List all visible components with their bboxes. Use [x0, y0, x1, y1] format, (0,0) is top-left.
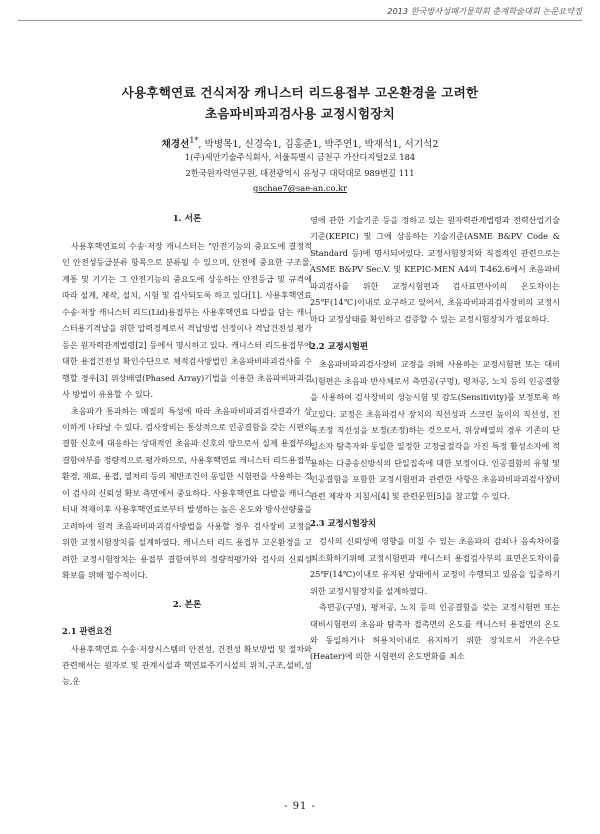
title-line-1: 사용후핵연료 건식저장 캐니스터 리드용접부 고온환경을 고려한: [121, 85, 479, 100]
coauthors: , 박병목1, 신경숙1, 김홍준1, 박주연1, 박재석1, 서기석2: [198, 139, 439, 151]
section-heading-main: 2. 본론: [172, 599, 202, 610]
requirements-paragraph: 사용후핵연료 수송·저장시스템의 안전성, 건전성 확보방법 및 절차와 관련해서는 원자로 및 관계시설과 핵연료주기시설의 위치,구조,설비,성능,운: [62, 643, 312, 687]
paper-title: [0, 82, 600, 124]
affiliations: [0, 150, 600, 197]
header-rule: [18, 20, 582, 21]
running-header: 2013 한국방사성폐기물학회 춘계학술대회 논문요약집: [387, 6, 582, 16]
intro-paragraph-2: 초음파가 통과하는 매질의 특성에 따라 초음파비파괴검사결과가 상이하게 나타날 수 있다. 검사장비는 통상적으로 인공결함을 갖는 시편의 결함 신호에 대응하는 상대적인 초음파 신호의 양으로서 실제 용접부의 결함여부를 정량적으로 평가하므로, 사용후핵연료 캐니스터 리드용접부 환경, 재료, 용접, 열처리 등의 제반조건이 동일한 시험편을 사용하는 것이 검사의 신뢰성 확보 측면에서 중요하다. 사용후핵연료 다발을 캐니스터내 적재이후 사용후핵연료로부터 발생하는 높은 온도와 방사선량률을 고려하여 원격 초음파비파괴검사방법을 사용할 경우 검사장비 교정을 위한 교정시험장치를 설계하였다. 캐니스터 리드 용접부 고온환경을 고려한 교정시험장치는 용접부 결함여부의 정량적평가와 검사의 신뢰성 확보를 위해 필수적이다.: [62, 405, 312, 581]
lead-author-mark: 1*: [189, 136, 199, 145]
left-column: [62, 212, 312, 690]
calibration-device-paragraph-1: 검사의 신뢰성에 영향을 미칠 수 있는 초음파의 감쇠나 음속차이를 최소화하기위해 교정시험편과 캐니스터 용접검사부의 표면온도차이를 25℉(14℃)이내로 유지된 상태에서 교정이 수행되고 있음을 입증하기 위한 교정시험장치를 설계하였다.: [310, 536, 560, 596]
page-number: - 91 -: [284, 801, 316, 812]
affiliation-2: 2한국원자력연구원, 대전광역시 유성구 대덕대로 989번길 111: [185, 167, 415, 178]
calibration-device-paragraph-2: 측면공(구멍), 평저공, 노치 등의 인공결함을 갖는 교정시험편 또는 대비시험편의 초음파 탐촉자 접촉면의 온도를 캐니스터 용접면의 온도와 동일하거나 허용치이내로 유지하기 위한 장치로서 가온수단(Heater)에 의한 시험편의 온도변화를 최소: [310, 602, 560, 662]
calibration-block-paragraph: 초음파비파괴검사장비 교정을 위해 사용하는 교정시험편 또는 대비시험편은 초음파 반사체로서 측면공(구멍), 평저공, 노치 등의 인공결함을 사용하여 검사장비의 성능시험 및 감도(Sensitivity)를 보정토록 하고있다. 교정은 초음파검사 장치의 직선성과 스크린 높이의 직선성, 진폭조정 직선성을 보정(조정)하는 것으로서, 위상배열의 경우 기존의 단일소자 탐촉자와 동일한 일정한 고정굴절각을 가진 특정 활성소자에 적용하는 다중송신방식의 단일집속에 대한 보정이다. 인공결함의 유형 및 인공결함을 포함한 교정시험편과 관련한 사항은 초음파비파괴검사장비관련 제작자 지침서[4] 및 관련문헌[5]을 참고할 수 있다.: [310, 359, 560, 501]
subsection-heading-calibration-device: 2.3 교정시험장치: [310, 518, 377, 529]
intro-paragraph-1: 사용후핵연료의 수송·저장 캐니스터는 "안전기능의 중요도에 결정적인 안전성등급분류 항목으로 분류될 수 있으며, 안전에 중요한 구조물, 계통 및 기기는 그 안전기능의 중요도에 상응하는 안전등급 및 규격에 따라 설계, 제작, 설치, 시험 및 검사되도록 하고 있다[1]. 사용후핵연료 수송·저장 캐니스터 리드(Lid)용접부는 사용후핵연료 다발을 담는 캐니스터용기격납을 위한 압력경계로서 격납방법 선정이나 격납건전성 평가 등은 원자력관계법령[2] 등에서 명시하고 있다. 캐니스터 리드용접부에 대한 용접건전성 확인수단으로 체적검사방법인 초음파비파괴검사를 수행할 경우[3] 위상배열(Phased Array)기법을 이용한 초음파비파괴검사 방법이 유용할 수 있다.: [62, 241, 312, 400]
requirements-paragraph-continued: 영에 관한 기술기준 등을 정하고 있는 원자력관계법령과 전력산업기술기준(KEPIC) 및 그에 상응하는 기술기준(ASME B&PV Code & Standard 등)에 명시되어있다. 교정시험장치와 직접적인 관련으로는 ASME B&PV Sec.V. 및 KEPIC-MEN A4의 T-462.6에서 초음파비파괴검사를 위한 교정시험편과 검사표면사이의 온도차이는 25℉(14℃)이내로 요구하고 있어서, 초음파비파괴검사장비의 교정시마다 교정상태를 확인하고 검증할 수 있는 교정시험장치가 필요하다.: [310, 215, 560, 324]
title-line-2: 초음파비파괴검사용 교정시험장치: [204, 106, 396, 121]
contact-email[interactable]: gschae7@sae-an.co.kr: [253, 183, 347, 193]
subsection-heading-calibration-block: 2.2 교정시험편: [310, 341, 368, 352]
section-heading-intro: 1. 서론: [172, 214, 202, 224]
subsection-heading-requirements: 2.1 관련요건: [62, 625, 112, 636]
right-column: [310, 212, 560, 665]
affiliation-1: 1(주)세안기술주식회사, 서울특별시 금천구 가산디지털2로 184: [184, 152, 416, 162]
lead-author: 채경선: [161, 139, 190, 151]
